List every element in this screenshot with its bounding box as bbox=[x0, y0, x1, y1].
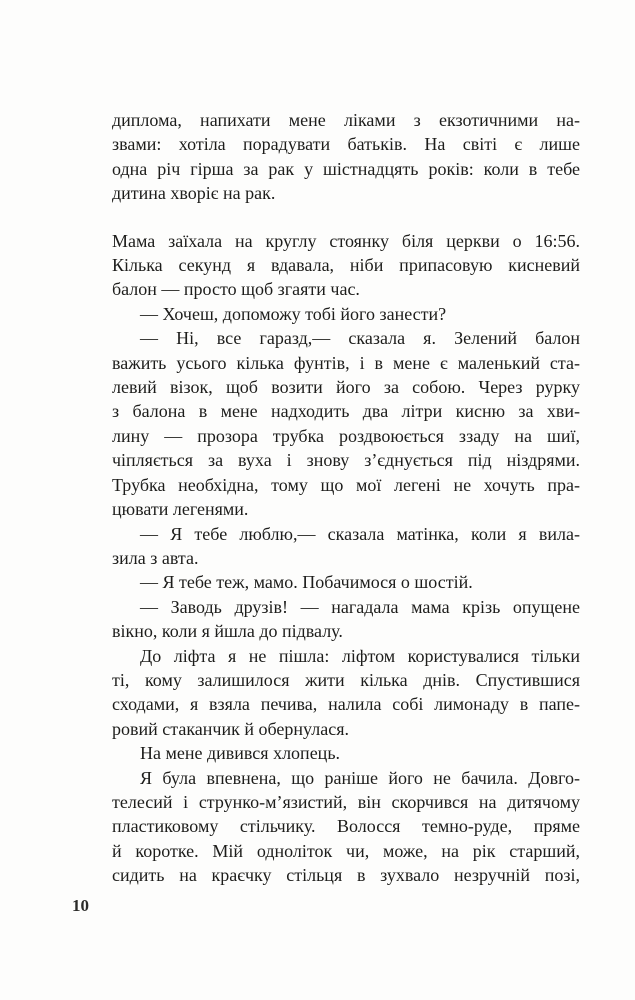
paragraph bbox=[112, 644, 580, 742]
text-line: Трубка необхідна, тому що мої легені не хочуть пра- bbox=[112, 474, 580, 495]
paragraph bbox=[112, 302, 580, 326]
paragraph bbox=[112, 570, 580, 594]
text-line: пластиковому стільчику. Волосся темно-руде, пряме bbox=[112, 816, 580, 837]
text-line: Я була впевнена, що раніше його не бачила. Довго- bbox=[140, 767, 580, 788]
paragraph bbox=[112, 326, 580, 521]
text-line: сходами, я взяла печива, налила собі лимонаду в папе- bbox=[112, 694, 580, 715]
text-line: До ліфта я не пішла: ліфтом користувалися тільки bbox=[140, 645, 580, 666]
text-line: звами: хотіла порадувати батьків. На світі є лише bbox=[112, 134, 580, 155]
text-line: й коротке. Мій одноліток чи, може, на рік старший, bbox=[112, 840, 580, 861]
text-line: На мене дивився хлопець. bbox=[140, 743, 341, 764]
text-line: диплома, напихати мене ліками з екзотичними на- bbox=[112, 110, 580, 130]
text-block bbox=[112, 108, 580, 888]
text-line: балон — просто щоб згаяти час. bbox=[112, 279, 360, 300]
text-line: Мама заїхала на круглу стоянку біля церкви о 16:56. bbox=[112, 230, 580, 251]
text-line: — Заводь друзів! — нагадала мама крізь опущене bbox=[140, 596, 580, 617]
text-line: — Я тебе теж, мамо. Побачимося о шостій. bbox=[140, 572, 473, 593]
text-line: цювати легенями. bbox=[112, 499, 249, 520]
text-line: ті, кому залишилося жити кілька днів. Спустившися bbox=[112, 669, 580, 690]
text-line: важить усього кілька фунтів, і в мене є маленький ста- bbox=[112, 352, 580, 373]
paragraph bbox=[112, 766, 580, 888]
text-line: чіпляється за вуха і знову з’єднується під ніздрями. bbox=[112, 450, 580, 471]
text-line: ровий стаканчик й обернулася. bbox=[112, 718, 349, 739]
text-line: одна річ гірша за рак у шістнадцять років: коли в тебе bbox=[112, 158, 580, 179]
paragraph bbox=[112, 108, 580, 206]
paragraph bbox=[112, 595, 580, 644]
text-line: телесий і струнко-м’язистий, він скорчився на дитячому bbox=[112, 791, 580, 812]
text-line: з балона в мене надходить два літри кисню за хви- bbox=[112, 401, 580, 422]
text-line: — Ні, все гаразд,— сказала я. Зелений балон bbox=[140, 328, 580, 349]
text-line: вікно, коли я йшла до підвалу. bbox=[112, 621, 343, 642]
text-line: левий візок, щоб возити його за собою. Через рурку bbox=[112, 377, 580, 398]
text-line: дитина хворіє на рак. bbox=[112, 183, 276, 204]
page-number: 10 bbox=[72, 896, 89, 915]
text-line: сидить на краєчку стільця в зухвало незручній позі, bbox=[112, 865, 580, 886]
text-line: — Я тебе люблю,— сказала матінка, коли я вила- bbox=[140, 523, 580, 544]
paragraph bbox=[112, 229, 580, 302]
text-line: зила з авта. bbox=[112, 547, 199, 568]
text-line: Кілька секунд я вдавала, ніби припасовую кисневий bbox=[112, 255, 580, 276]
paragraph bbox=[112, 522, 580, 571]
paragraph bbox=[112, 741, 580, 765]
text-line: — Хочеш, допоможу тобі його занести? bbox=[140, 303, 447, 324]
text-line: лину — прозора трубка роздвоюється ззаду на шиї, bbox=[112, 425, 580, 446]
